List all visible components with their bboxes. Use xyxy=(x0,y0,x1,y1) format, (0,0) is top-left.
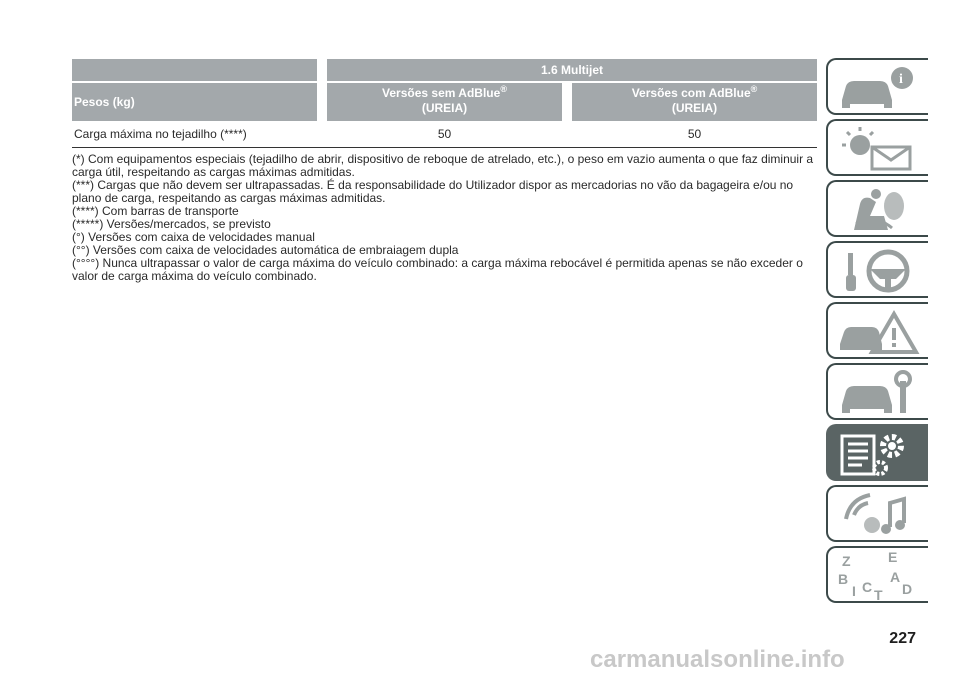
footnote: (°°°°) Nunca ultrapassar o valor de carga máxima do veículo combinado: a carga máxima rebocável é permitida apenas se não exceder o valor de carga máxima do veículo combinado. xyxy=(72,256,803,283)
key-steering-wheel-icon xyxy=(836,247,922,295)
alphabet-index-icon xyxy=(836,552,922,600)
car-info-icon xyxy=(836,64,922,112)
airbag-seat-icon xyxy=(836,186,922,234)
tab-key-steering[interactable] xyxy=(826,241,928,298)
index-letter: E xyxy=(888,552,898,565)
lights-message-icon xyxy=(836,125,922,173)
index-letter: D xyxy=(902,581,913,597)
footnote: (*****) Versões/mercados, se previsto xyxy=(72,217,271,231)
header-blank-cell xyxy=(72,59,317,81)
footnote: (****) Com barras de transporte xyxy=(72,204,239,218)
svg-text:i: i xyxy=(899,72,903,87)
index-letter: C xyxy=(862,579,873,595)
page-number: 227 xyxy=(889,630,916,647)
tab-technical-specs[interactable] xyxy=(826,424,928,481)
without-adblue-header xyxy=(327,83,562,121)
engine-header: 1.6 Multijet xyxy=(327,59,817,81)
without-adblue-sub: (UREIA) xyxy=(421,101,468,115)
index-letter: Z xyxy=(842,553,851,569)
weights-table xyxy=(72,59,817,148)
specs-gear-icon xyxy=(836,430,922,478)
index-letter: I xyxy=(852,583,856,599)
index-letter: B xyxy=(838,571,849,587)
tab-car-info[interactable] xyxy=(826,58,928,115)
table-header-group-row xyxy=(72,59,817,81)
without-adblue-label: Versões sem AdBlue xyxy=(382,86,501,100)
row-value-without-adblue: 50 xyxy=(437,127,452,141)
signal-music-icon xyxy=(836,491,922,539)
car-warning-icon xyxy=(836,308,922,356)
with-adblue-sub: (UREIA) xyxy=(671,101,718,115)
row-label: Carga máxima no tejadilho (****) xyxy=(74,127,247,141)
tab-car-warning[interactable] xyxy=(826,302,928,359)
tab-alphabetical-index[interactable] xyxy=(826,546,928,603)
with-adblue-label: Versões com AdBlue xyxy=(631,86,751,100)
weights-column-header: Pesos (kg) xyxy=(72,83,317,121)
footnote: (°°) Versões com caixa de velocidades automática de embraiagem dupla xyxy=(72,243,459,257)
table-header-row xyxy=(72,83,817,121)
footnote: (***) Cargas que não devem ser ultrapassadas. É da responsabilidade do Utilizador dispor as mercadorias no vão da bagageira e/ou no plano de carga, respeitando as cargas máximas admitidas. xyxy=(72,178,794,205)
watermark: carmanualsonline.info xyxy=(590,646,845,673)
index-letter: T xyxy=(874,587,883,600)
chapter-tabs xyxy=(826,58,928,607)
car-wrench-icon xyxy=(836,369,922,417)
tab-signal-music[interactable] xyxy=(826,485,928,542)
footnote: (°) Versões com caixa de velocidades manual xyxy=(72,230,315,244)
registered-mark: ® xyxy=(750,84,758,94)
with-adblue-header xyxy=(572,83,817,121)
registered-mark: ® xyxy=(500,84,507,94)
tab-car-wrench[interactable] xyxy=(826,363,928,420)
footnotes xyxy=(72,153,817,283)
footnote: (*) Com equipamentos especiais (tejadilho de abrir, dispositivo de reboque de atrelado, etc.), o peso em vazio aumenta o que faz diminuir a carga útil, respeitando as cargas máximas admitidas. xyxy=(72,152,814,179)
tab-airbag-seat[interactable] xyxy=(826,180,928,237)
row-value-with-adblue: 50 xyxy=(687,127,702,141)
tab-lights-message[interactable] xyxy=(826,119,928,176)
index-letter: A xyxy=(890,569,901,585)
table-row xyxy=(72,121,817,148)
